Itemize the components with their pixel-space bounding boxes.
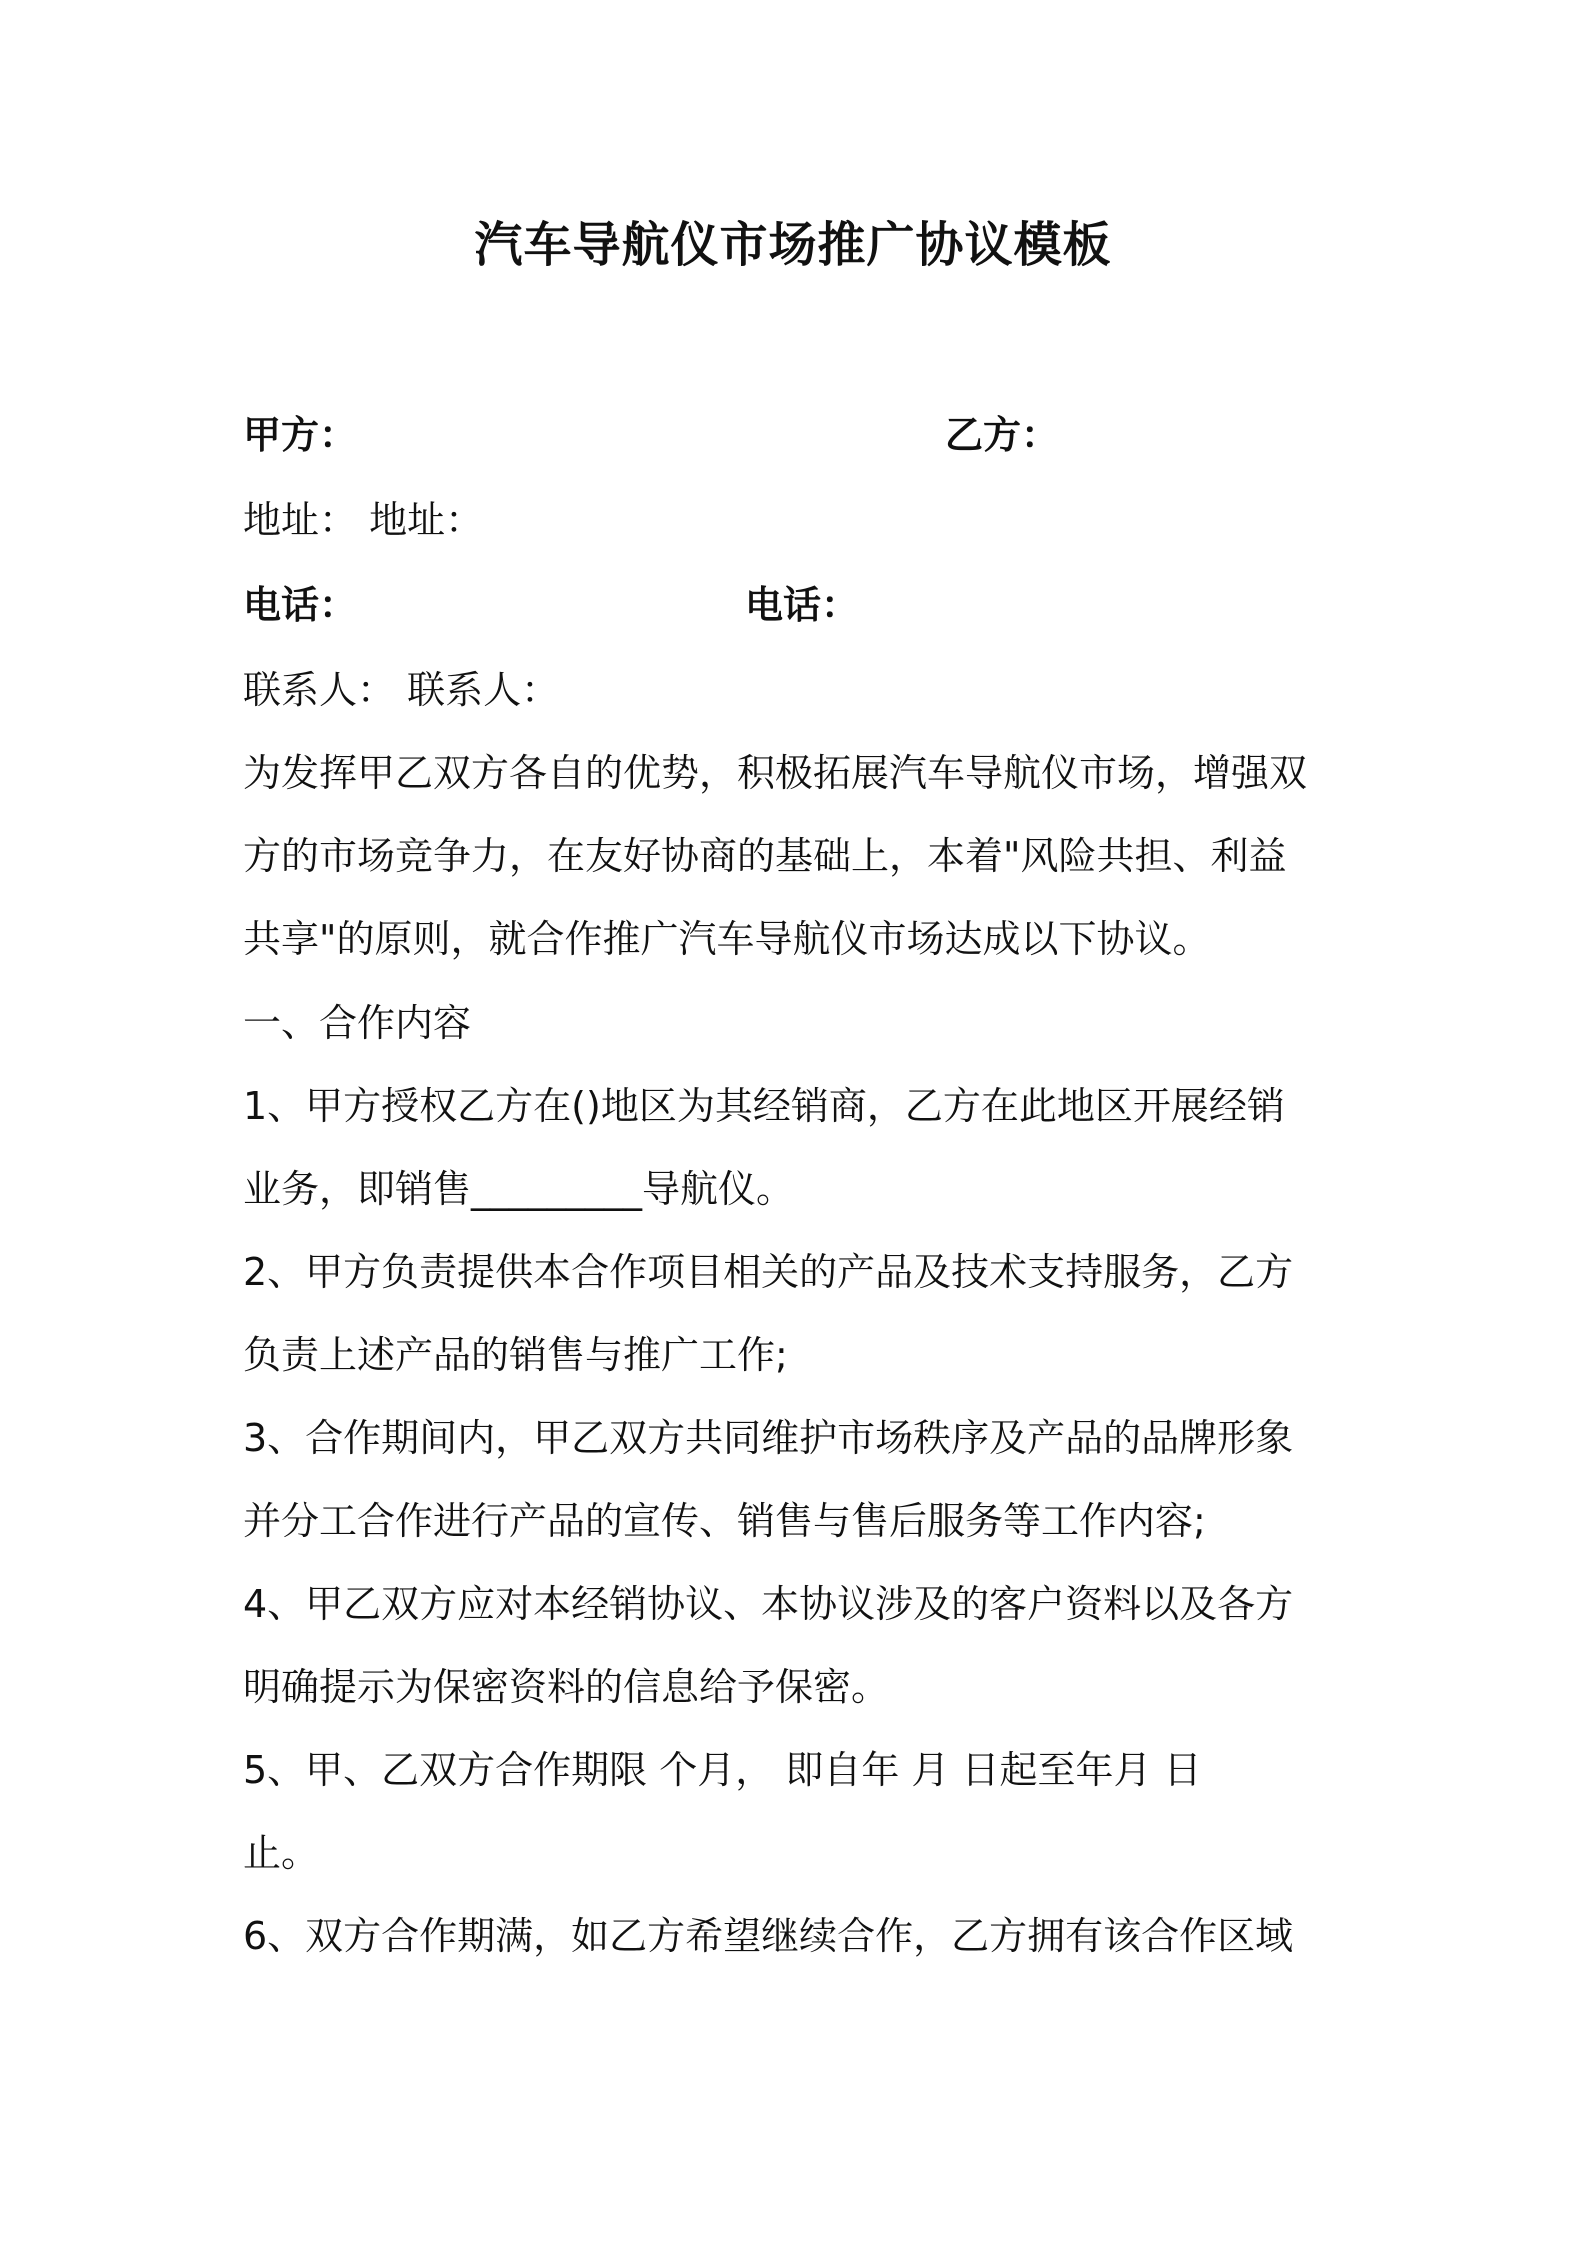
intro-line-3: 共享"的原则，就合作推广汽车导航仪市场达成以下协议。 bbox=[243, 917, 1211, 961]
intro-line-1: 为发挥甲乙双方各自的优势，积极拓展汽车导航仪市场，增强双 bbox=[243, 751, 1308, 795]
party-a-label: 甲方： bbox=[243, 413, 358, 457]
clause-line: 止。 bbox=[243, 1831, 320, 1875]
clause-line: 4、甲乙双方应对本经销协议、本协议涉及的客户资料以及各方 bbox=[243, 1582, 1294, 1626]
clause-line: 业务，即销售_________导航仪。 bbox=[243, 1167, 795, 1211]
clause-line: 2、甲方负责提供本合作项目相关的产品及技术支持服务，乙方 bbox=[243, 1250, 1294, 1294]
clause-line: 负责上述产品的销售与推广工作; bbox=[243, 1333, 788, 1377]
clause-line: 明确提示为保密资料的信息给予保密。 bbox=[243, 1665, 890, 1709]
clause-line: 3、合作期间内，甲乙双方共同维护市场秩序及产品的品牌形象 bbox=[243, 1416, 1294, 1460]
clause-line: 6、双方合作期满，如乙方希望继续合作，乙方拥有该合作区域 bbox=[243, 1914, 1294, 1958]
section-heading: 一、合作内容 bbox=[243, 1001, 472, 1045]
phone-a-label: 电话： bbox=[243, 583, 358, 627]
phone-b-label: 电话： bbox=[745, 583, 860, 627]
address-line: 地址： 地址： bbox=[243, 498, 484, 542]
document-title: 汽车导航仪市场推广协议模板 bbox=[474, 217, 1112, 273]
clause-line: 1、甲方授权乙方在()地区为其经销商，乙方在此地区开展经销 bbox=[243, 1084, 1285, 1128]
clause-line: 并分工合作进行产品的宣传、销售与售后服务等工作内容; bbox=[243, 1499, 1206, 1543]
intro-line-2: 方的市场竞争力，在友好协商的基础上，本着"风险共担、利益 bbox=[243, 834, 1287, 878]
contact-line: 联系人： 联系人： bbox=[243, 668, 560, 712]
clause-line: 5、甲、乙双方合作期限 个月， 即自年 月 日起至年月 日 bbox=[243, 1748, 1202, 1792]
party-b-label: 乙方： bbox=[945, 413, 1060, 457]
